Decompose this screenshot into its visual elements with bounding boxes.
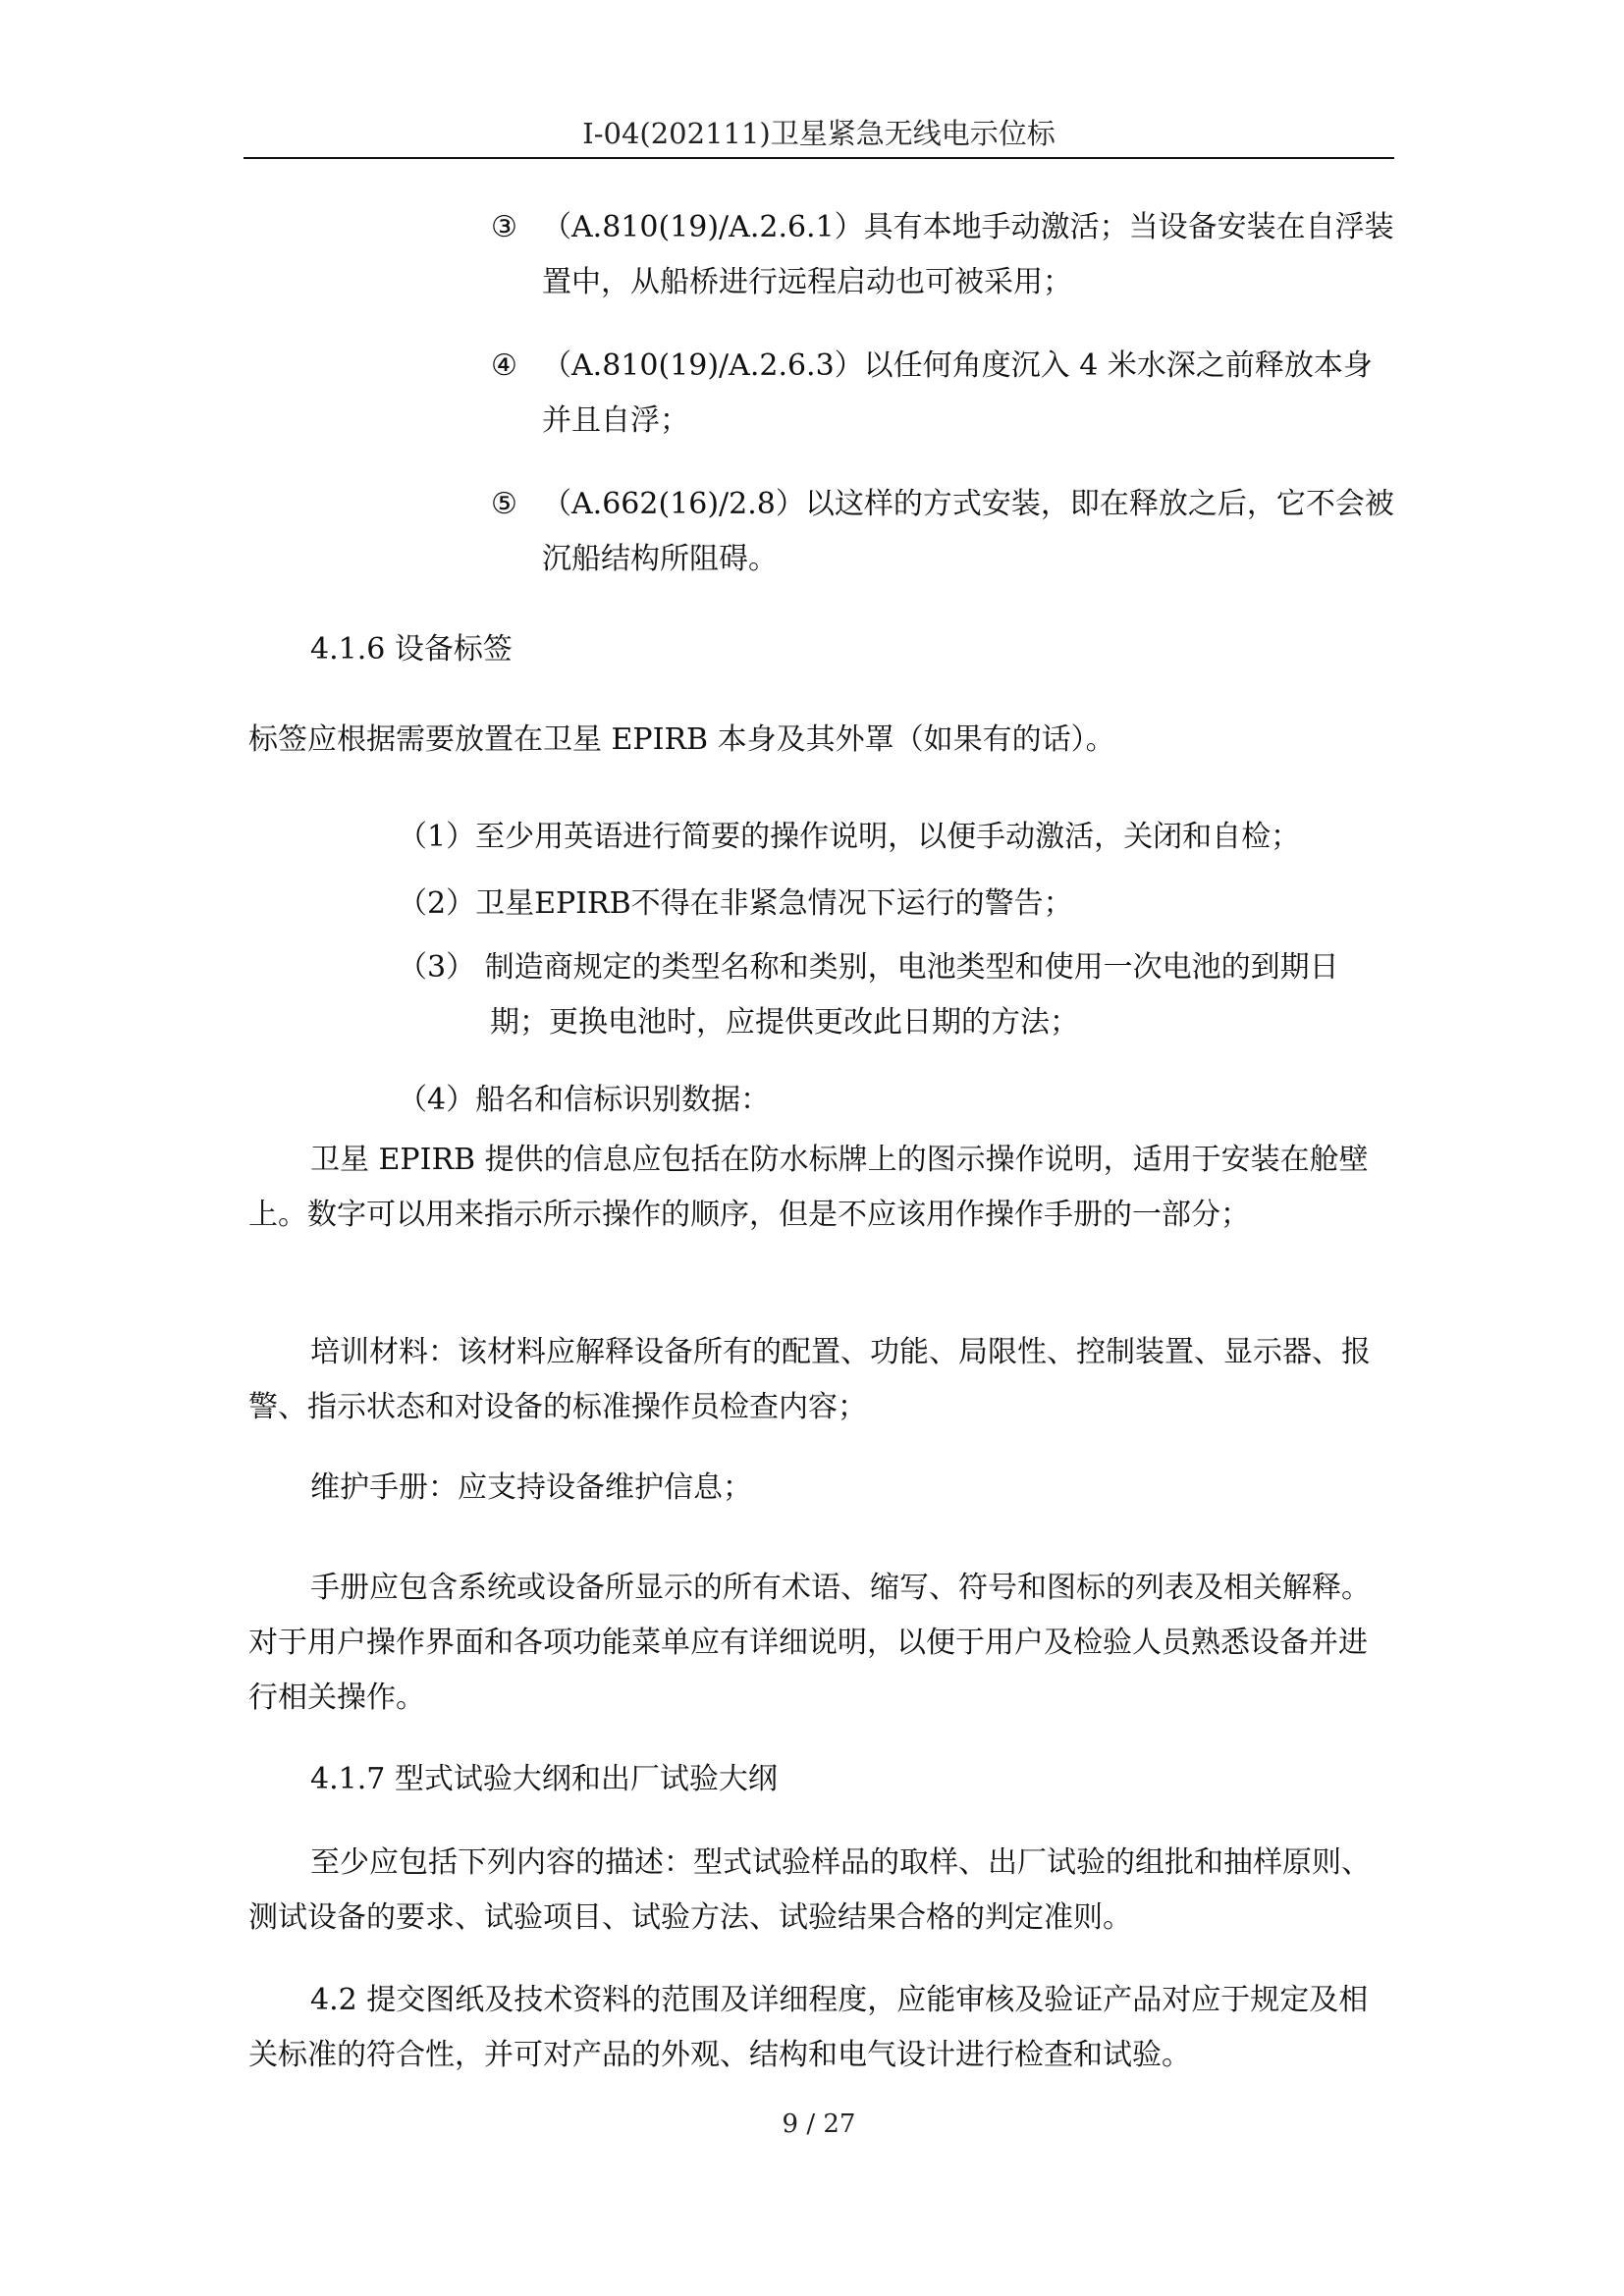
- paragraph-epirb-info: 卫星 EPIRB 提供的信息应包括在防水标牌上的图示操作说明，适用于安装在舱壁上。数字可以用来指示所示操作的顺序，但是不应该用作操作手册的一部分；: [248, 1143, 1369, 1232]
- circled-item-4: [491, 339, 1394, 449]
- circled-item-text: （A.810(19)/A.2.6.1）具有本地手动激活；当设备安装在自浮装置中，从船桥进行远程启动也可被采用；: [542, 210, 1394, 299]
- paragraph-training: 培训材料：该材料应解释设备所有的配置、功能、局限性、控制装置、显示器、报警、指示状态和对设备的标准操作员检查内容；: [248, 1335, 1371, 1424]
- circled-number: ④: [491, 348, 517, 383]
- page-header-title: I-04(202111)卫星紧急无线电示位标: [582, 117, 1056, 150]
- circled-item-5: [491, 477, 1394, 587]
- paragraph-section-4-2: 4.2 提交图纸及技术资料的范围及详细程度，应能审核及验证产品对应于规定及相关标准的符合性，并可对产品的外观、结构和电气设计进行检查和试验。: [248, 1983, 1369, 2072]
- section-heading-4-1-6: 4.1.6 设备标签: [310, 632, 513, 667]
- paragraph-maintenance: 维护手册：应支持设备维护信息；: [310, 1470, 752, 1505]
- label-item-1: （1）至少用英语进行简要的操作说明，以便手动激活，关闭和自检；: [398, 820, 1301, 854]
- label-item-2: （2）卫星EPIRB不得在非紧急情况下运行的警告；: [398, 886, 1073, 921]
- header-divider: [244, 157, 1394, 159]
- paragraph-test-outline: 至少应包括下列内容的描述：型式试验样品的取样、出厂试验的组批和抽样原则、测试设备的要求、试验项目、试验方法、试验结果合格的判定准则。: [248, 1845, 1371, 1935]
- paragraph-manual: 手册应包含系统或设备所显示的所有术语、缩写、符号和图标的列表及相关解释。对于用户操作界面和各项功能菜单应有详细说明，以便于用户及检验人员熟悉设备并进行相关操作。: [248, 1571, 1371, 1715]
- label-item-4: （4）船名和信标识别数据：: [398, 1083, 771, 1117]
- section-intro: 标签应根据需要放置在卫星 EPIRB 本身及其外罩（如果有的话）。: [248, 722, 1115, 757]
- circled-item-text: （A.810(19)/A.2.6.3）以任何角度沉入 4 米水深之前释放本身并且自浮；: [542, 348, 1373, 438]
- page-number: 9 / 27: [782, 2109, 856, 2139]
- circled-number: ⑤: [491, 487, 517, 521]
- section-heading-4-1-7: 4.1.7 型式试验大纲和出厂试验大纲: [310, 1762, 778, 1796]
- circled-item-text: （A.662(16)/2.8）以这样的方式安装，即在释放之后，它不会被沉船结构所阻碍。: [542, 487, 1394, 576]
- circled-item-3: [491, 200, 1394, 310]
- circled-number: ③: [491, 210, 517, 244]
- label-item-3: （3） 制造商规定的类型名称和类别，电池类型和使用一次电池的到期日期；更换电池时，应提供更改此日期的方法；: [398, 950, 1339, 1040]
